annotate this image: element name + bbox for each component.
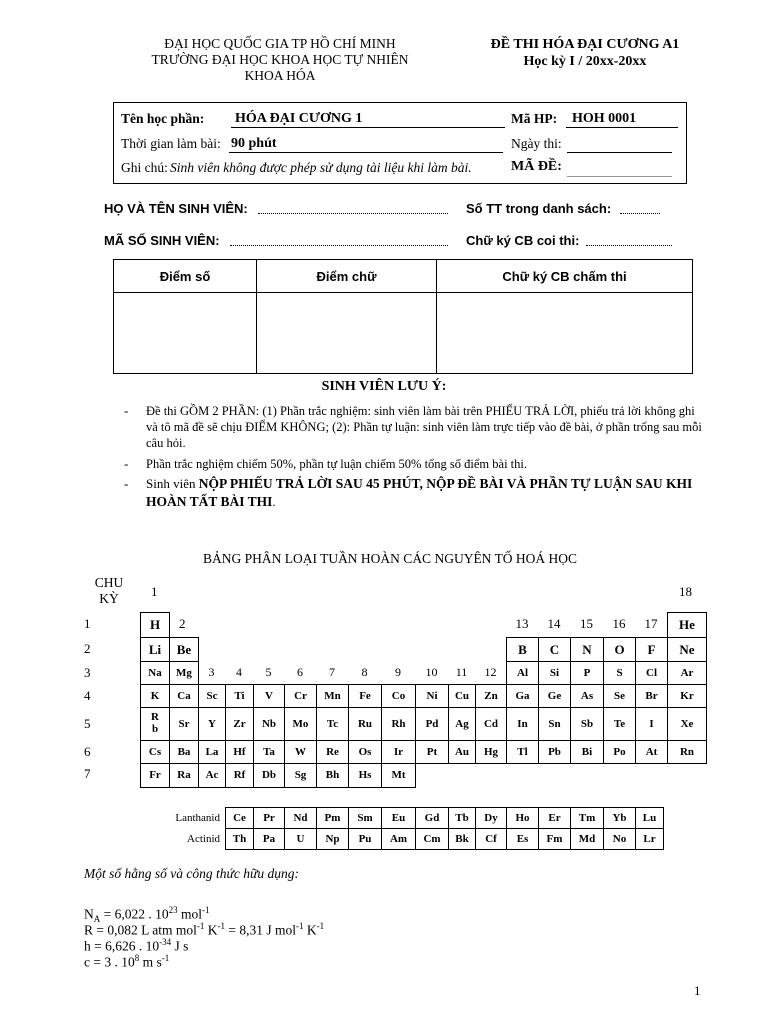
group-11-label: 11 [455,665,468,679]
element-no: No [603,828,636,850]
r-exp-1: -1 [196,921,205,931]
element-ru: Ru [348,707,382,741]
element-pb: Pb [538,740,571,764]
element-tc: Tc [316,707,349,741]
element-tb: Tb [448,807,476,829]
element-pm: Pm [316,807,349,829]
element-eu: Eu [381,807,416,829]
student-name-label: HỌ VÀ TÊN SINH VIÊN: [104,201,248,216]
r-part-d: K [303,922,317,938]
period-label-5: 5 [84,716,91,731]
element-cs: Cs [140,740,170,764]
element-nd: Nd [284,807,317,829]
element-fr: Fr [140,763,170,788]
group-8-label: 8 [361,665,368,679]
element-mt: Mt [381,763,416,788]
element-gd: Gd [415,807,449,829]
na-symbol: N [84,906,94,922]
c-exponent: 8 [134,953,140,963]
page-number: 1 [694,983,701,998]
lanthanide-label: Lanthanid [175,812,220,824]
time-value: 90 phút [229,136,503,153]
periodic-table-title: BẢNG PHÂN LOẠI TUẦN HOÀN CÁC NGUYÊN TỐ HOÁ HỌC [202,551,578,566]
period-label-3: 3 [84,665,91,680]
element-xe: Xe [667,707,707,741]
r-exp-4: -1 [316,921,325,931]
element-hs: Hs [348,763,382,788]
element-tm: Tm [570,807,604,829]
element-ti: Ti [225,684,254,708]
element-mn: Mn [316,684,349,708]
element-rn: Rn [667,740,707,764]
group-12-label: 12 [484,665,497,679]
element-ar: Ar [667,661,707,685]
element-la: La [198,740,226,764]
element-te: Te [603,707,636,741]
element-i: I [635,707,668,741]
element-lr: Lr [635,828,664,850]
school-name: TRƯỜNG ĐẠI HỌC KHOA HỌC TỰ NHIÊN [151,52,409,67]
note-item-3-suffix: . [272,494,276,509]
element-se: Se [603,684,636,708]
element-pt: Pt [415,740,449,764]
element-sb: Sb [570,707,604,741]
na-unit-exponent: -1 [202,905,210,915]
element-sm: Sm [348,807,382,829]
note-bullet-2: - [124,456,129,471]
note-item-3-prefix: Sinh viên [146,476,199,491]
group-13-label: 13 [515,616,529,631]
element-kr: Kr [667,684,707,708]
element-li: Li [140,637,170,662]
element-ra: Ra [169,763,199,788]
element-ce: Ce [225,807,254,829]
element-v: V [253,684,285,708]
element-sr: Sr [169,707,199,741]
note-item-2: Phần trắc nghiệm chiếm 50%, phần tự luận chiếm 50% tổng số điểm bài thi. [146,457,527,471]
element-po: Po [603,740,636,764]
university-header [130,36,430,84]
constants-title: Một số hằng số và công thức hữu dụng: [84,866,299,881]
element-bh: Bh [316,763,349,788]
element-hg: Hg [475,740,507,764]
group-5-label: 5 [265,665,272,679]
element-yb: Yb [603,807,636,829]
course-label: Tên học phần: [121,111,205,126]
element-fm: Fm [538,828,571,850]
element-am: Am [381,828,416,850]
c-part-a: c = 3 . 10 [84,954,135,970]
exam-code-label: MÃ ĐỀ: [511,159,562,174]
element-cd: Cd [475,707,507,741]
group-6-label: 6 [297,665,303,679]
element-pa: Pa [253,828,285,850]
student-name-field[interactable] [258,201,448,214]
element-mo: Mo [284,707,317,741]
element-y: Y [198,707,226,741]
element-pr: Pr [253,807,285,829]
student-id-label: MÃ SỐ SINH VIÊN: [104,233,220,248]
element-cr: Cr [284,684,317,708]
element-np: Np [316,828,349,850]
c-unit: m s [139,954,162,970]
element-in: In [506,707,539,741]
r-part-c: = 8,31 J mol [224,922,296,938]
element-rb: R b [140,707,170,741]
element-rf: Rf [225,763,254,788]
course-value: HÓA ĐẠI CƯƠNG 1 [231,111,505,128]
element-zn: Zn [475,684,507,708]
element-ge: Ge [538,684,571,708]
score-number-header: Điểm số [114,260,257,293]
element-er: Er [538,807,571,829]
element-os: Os [348,740,382,764]
group-3-label: 3 [208,665,215,679]
proctor-signature-label: Chữ ký CB coi thi: [466,233,580,248]
element-ho: Ho [506,807,539,829]
element-pu: Pu [348,828,382,850]
element-sn: Sn [538,707,571,741]
element-ne: Ne [667,637,707,662]
exam-header [470,36,700,70]
element-c: C [538,637,571,662]
group-1-label: 1 [151,584,158,599]
element-pd: Pd [415,707,449,741]
element-co: Co [381,684,416,708]
element-ac: Ac [198,763,226,788]
element-al: Al [506,661,539,685]
element-s: S [603,661,636,685]
element-es: Es [506,828,539,850]
group-14-label: 14 [547,616,561,631]
semester: Học kỳ I / 20xx-20xx [523,54,647,69]
r-exp-3: -1 [295,921,304,931]
proctor-signature-field[interactable] [586,233,672,246]
score-words-cell[interactable] [257,293,437,374]
element-he: He [667,612,707,638]
element-cm: Cm [415,828,449,850]
exam-code-field[interactable] [567,160,672,177]
element-sc: Sc [198,684,226,708]
h-exponent: -34 [159,937,172,947]
speed-of-light [84,950,169,971]
element-db: Db [253,763,285,788]
period-label-1: 1 [84,616,91,631]
h-unit: J s [171,938,189,954]
group-18-label: 18 [679,584,692,599]
element-ta: Ta [253,740,285,764]
period-header: CHU KỲ [94,575,124,606]
note-item-1: Đề thi GỒM 2 PHẦN: (1) Phần trắc nghiệm: sinh viên làm bài trên PHIẾU TRẢ LỜI, phiếu trả lời không ghi và tô mã đề sẽ chịu ĐIỂM KHÔNG; (2): Phần tự luận: sinh viên làm trực tiếp vào đề bài, ở phần trống sau mỗi câu hỏi. [146,404,702,450]
element-w: W [284,740,317,764]
group-2-label: 2 [179,616,186,631]
group-15-label: 15 [580,616,593,631]
note-label: Ghi chú: [121,160,168,175]
r-part-a: R = 0,082 L atm mol [84,922,197,938]
grader-signature-cell[interactable] [437,293,693,374]
actinide-label: Actinid [187,833,220,845]
time-label: Thời gian làm bài: [121,136,221,151]
course-info-box [113,102,687,184]
c-unit-exponent: -1 [161,953,170,963]
element-cf: Cf [475,828,507,850]
note-value: Sinh viên không được phép sử dụng tài liệu khi làm bài. [170,160,472,175]
list-order-field[interactable] [620,201,660,214]
period-label-7: 7 [84,766,91,781]
element-be: Be [169,637,199,662]
element-nb: Nb [253,707,285,741]
group-10-label: 10 [425,665,438,679]
element-o: O [603,637,636,662]
group-4-label: 4 [236,665,242,679]
element-b: B [506,637,539,662]
element-k: K [140,684,170,708]
na-value: = 6,022 . 10 [100,906,169,922]
element-lu: Lu [635,807,664,829]
course-code-label: Mã HP: [511,111,558,126]
grader-signature-header: Chữ ký CB chấm thi [437,260,693,293]
element-si: Si [538,661,571,685]
period-label-4: 4 [84,688,91,703]
element-rh: Rh [381,707,416,741]
course-code-value: HOH 0001 [566,111,678,128]
na-subscript: A [93,914,101,925]
element-dy: Dy [475,807,507,829]
element-bk: Bk [448,828,476,850]
element-ni: Ni [415,684,449,708]
element-na: Na [140,661,170,685]
na-unit: mol [177,906,203,922]
element-au: Au [448,740,476,764]
group-17-label: 17 [644,616,658,631]
element-as: As [570,684,604,708]
element-at: At [635,740,668,764]
element-tl: Tl [506,740,539,764]
element-ag: Ag [448,707,476,741]
group-9-label: 9 [395,665,401,679]
element-mg: Mg [169,661,199,685]
element-p: P [570,661,604,685]
element-th: Th [225,828,254,850]
score-table [113,259,693,374]
element-hf: Hf [225,740,254,764]
element-h: H [140,612,170,638]
element-cu: Cu [448,684,476,708]
na-exponent: 23 [168,905,178,915]
group-16-label: 16 [612,616,626,631]
exam-title: ĐỀ THI HÓA ĐẠI CƯƠNG A1 [490,37,680,52]
element-f: F [635,637,668,662]
element-ca: Ca [169,684,199,708]
element-u: U [284,828,317,850]
university-name: ĐẠI HỌC QUỐC GIA TP HỒ CHÍ MINH [164,36,396,51]
element-n: N [570,637,604,662]
note-item-3 [146,475,706,511]
element-bi: Bi [570,740,604,764]
score-number-cell[interactable] [114,293,257,374]
element-ga: Ga [506,684,539,708]
element-ir: Ir [381,740,416,764]
element-ba: Ba [169,740,199,764]
element-re: Re [316,740,349,764]
period-label-2: 2 [84,641,91,656]
note-bullet-3: - [124,476,129,491]
group-7-label: 7 [329,665,335,679]
list-order-label: Số TT trong danh sách: [466,201,612,216]
note-item-3-bold: NỘP PHIẾU TRẢ LỜI SAU 45 PHÚT, NỘP ĐỀ BÀI VÀ PHẦN TỰ LUẬN SAU KHI HOÀN TẤT BÀI THI [146,476,693,509]
r-exp-2: -1 [217,921,225,931]
note-bullet-1: - [124,403,129,418]
h-part-a: h = 6,626 . 10 [84,938,160,954]
element-zr: Zr [225,707,254,741]
exam-date-label: Ngày thi: [511,136,562,151]
student-id-field[interactable] [230,233,448,246]
period-label-6: 6 [84,744,91,759]
element-br: Br [635,684,668,708]
notes-title: SINH VIÊN LƯU Ý: [321,379,447,394]
r-part-b: K [204,922,218,938]
element-sg: Sg [284,763,317,788]
exam-date-field[interactable] [567,136,672,153]
element-md: Md [570,828,604,850]
element-cl: Cl [635,661,668,685]
faculty-name: KHOA HÓA [244,68,316,83]
element-fe: Fe [348,684,382,708]
score-words-header: Điểm chữ [257,260,437,293]
